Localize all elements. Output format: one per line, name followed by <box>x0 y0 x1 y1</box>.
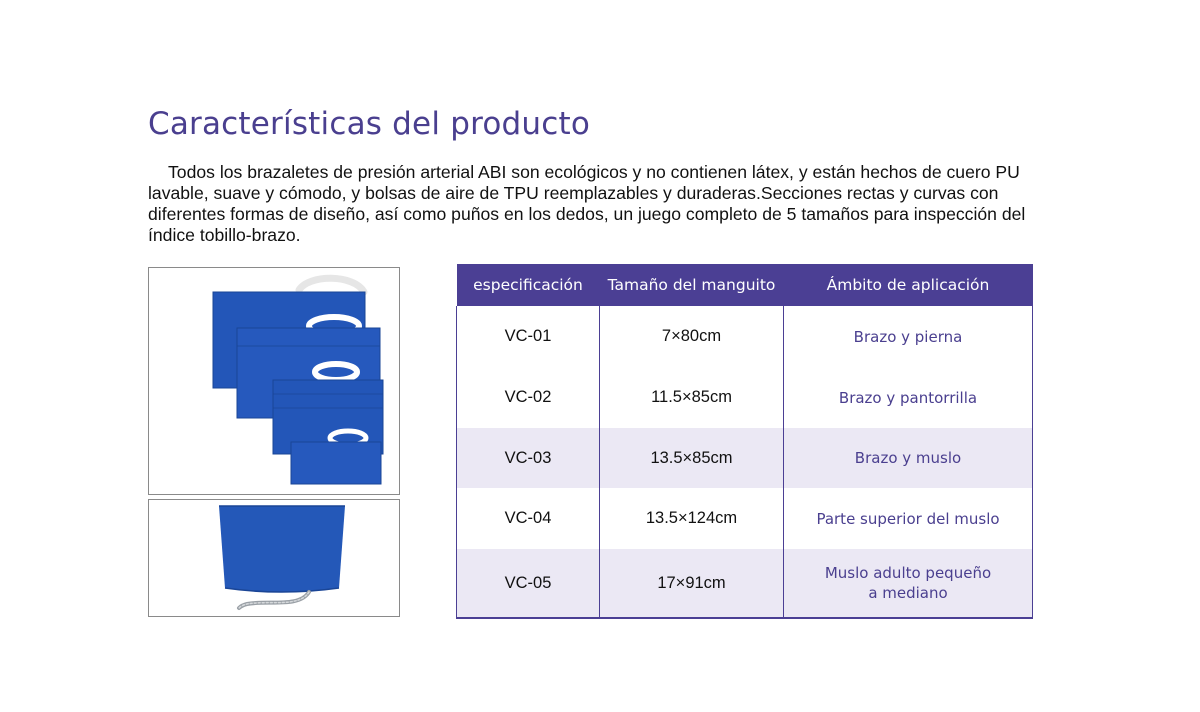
row-code: VC-04 <box>457 488 600 549</box>
row-code: VC-03 <box>457 428 600 488</box>
row-application: Brazo y muslo <box>784 428 1033 488</box>
row-size: 13.5×85cm <box>600 428 784 488</box>
application-line-2: a mediano <box>868 584 948 602</box>
row-application: Brazo y pierna <box>784 306 1033 367</box>
row-application: Parte superior del muslo <box>784 488 1033 549</box>
product-description: Todos los brazaletes de presión arterial ABI son ecológicos y no contienen látex, y están hechos de cuero PU lavable, suave y cómodo, y bolsas de aire de TPU reemplazables y duraderas.Secciones rectas y curvas con diferentes formas de diseño, así como puños en los dedos, un juego completo de 5 tamaños para inspección del índice tobillo-brazo. <box>148 162 1026 245</box>
page-title: Características del producto <box>148 106 590 142</box>
table-row <box>457 367 1033 428</box>
application-line-1: Muslo adulto pequeño <box>824 564 992 582</box>
row-size: 7×80cm <box>600 306 784 367</box>
curved-cuff-illustration <box>149 500 399 616</box>
row-application <box>784 549 1033 618</box>
row-size: 11.5×85cm <box>600 367 784 428</box>
header-specification: especificación <box>457 264 600 306</box>
row-code: VC-01 <box>457 306 600 367</box>
cuff-set-illustration <box>149 268 399 494</box>
table-header-row <box>457 264 1033 306</box>
row-size: 13.5×124cm <box>600 488 784 549</box>
table-row <box>457 306 1033 367</box>
table-row <box>457 549 1033 618</box>
row-code: VC-05 <box>457 549 600 618</box>
specification-table <box>456 264 1033 619</box>
cuff-set-photo <box>148 267 400 495</box>
row-application: Brazo y pantorrilla <box>784 367 1033 428</box>
row-size: 17×91cm <box>600 549 784 618</box>
curved-cuff-photo <box>148 499 400 617</box>
table-row <box>457 488 1033 549</box>
row-code: VC-02 <box>457 367 600 428</box>
header-application: Ámbito de aplicación <box>784 264 1033 306</box>
header-cuff-size: Tamaño del manguito <box>600 264 784 306</box>
table-row <box>457 428 1033 488</box>
